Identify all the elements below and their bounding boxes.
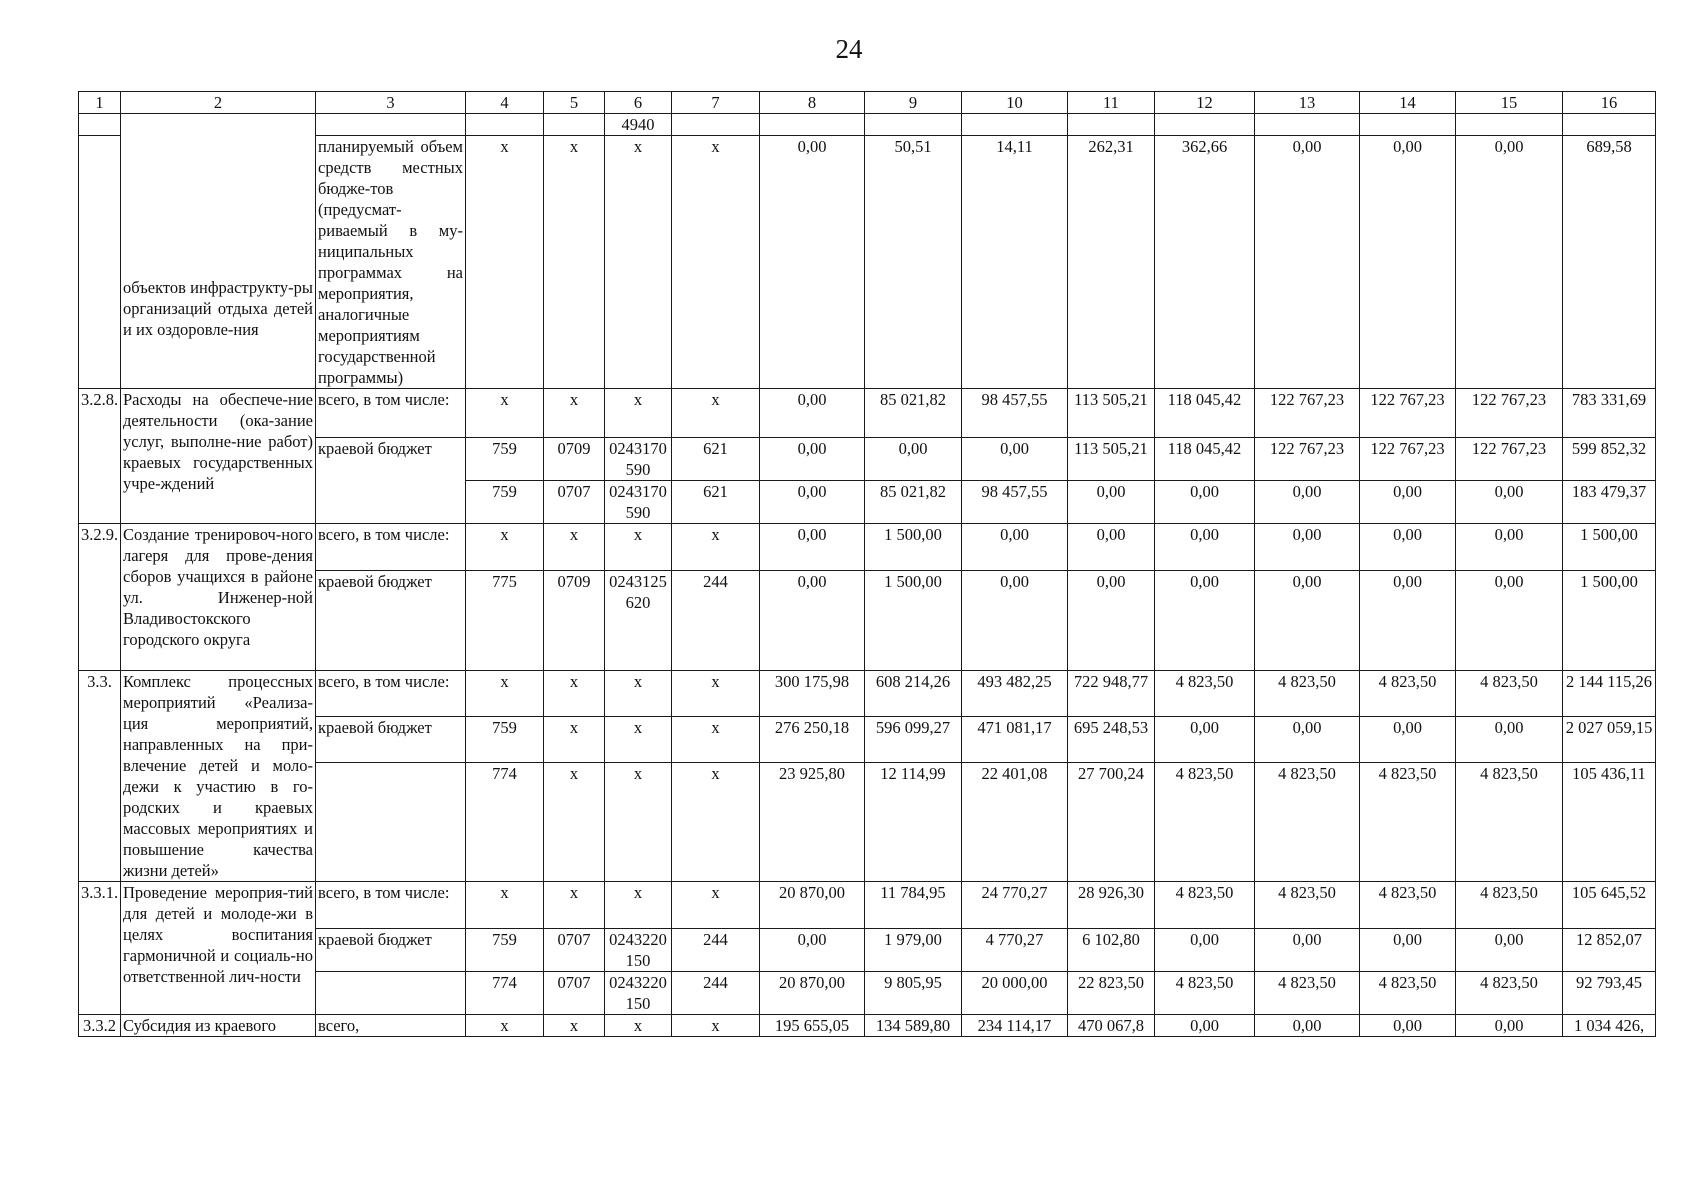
- value-cell: х: [605, 136, 672, 389]
- value-cell: 0,00: [1456, 571, 1563, 671]
- funding-source-cell: краевой бюджет: [316, 438, 466, 524]
- budget-table: [78, 91, 1656, 1037]
- value-cell: 4 823,50: [1360, 972, 1456, 1015]
- index-cell: 3.3.2: [79, 1015, 121, 1037]
- value-cell: 122 767,23: [1360, 438, 1456, 481]
- value-cell: 105 645,52: [1563, 882, 1656, 929]
- value-cell: 4 823,50: [1360, 882, 1456, 929]
- value-cell: 0,00: [1068, 571, 1155, 671]
- value-cell: х: [544, 136, 605, 389]
- value-cell: 0,00: [1456, 1015, 1563, 1037]
- value-cell: х: [672, 524, 760, 571]
- value-cell: 244: [672, 929, 760, 972]
- value-cell: 122 767,23: [1255, 389, 1360, 438]
- index-cell: 3.2.8.: [79, 389, 121, 524]
- value-cell: 122 767,23: [1360, 389, 1456, 438]
- table-row: [79, 716, 1656, 762]
- code-cell: 4940: [605, 114, 672, 136]
- index-cell: 3.2.9.: [79, 524, 121, 671]
- funding-source-cell: краевой бюджет: [316, 716, 466, 762]
- value-cell: 300 175,98: [760, 671, 865, 717]
- table-row: [79, 524, 1656, 571]
- index-cell: 3.3.1.: [79, 882, 121, 1015]
- value-cell: 1 979,00: [865, 929, 962, 972]
- value-cell: х: [605, 762, 672, 881]
- value-cell: 0,00: [1456, 481, 1563, 524]
- funding-source-cell: всего, в том числе:: [316, 671, 466, 717]
- value-cell: 122 767,23: [1456, 438, 1563, 481]
- funding-source-cell: краевой бюджет: [316, 929, 466, 972]
- value-cell: 276 250,18: [760, 716, 865, 762]
- value-cell: 0,00: [1155, 1015, 1255, 1037]
- table-row: [79, 136, 1656, 389]
- value-cell: 759: [466, 438, 544, 481]
- value-cell: х: [605, 716, 672, 762]
- column-number-2: 2: [121, 92, 316, 114]
- value-cell: 122 767,23: [1255, 438, 1360, 481]
- column-number-16: 16: [1563, 92, 1656, 114]
- column-number-13: 13: [1255, 92, 1360, 114]
- value-cell: 0,00: [1360, 716, 1456, 762]
- value-cell: 493 482,25: [962, 671, 1068, 717]
- value-cell: 113 505,21: [1068, 438, 1155, 481]
- value-cell: 24 770,27: [962, 882, 1068, 929]
- value-cell: 0243170590: [605, 481, 672, 524]
- table-row: [79, 1015, 1656, 1037]
- value-cell: 4 770,27: [962, 929, 1068, 972]
- value-cell: 608 214,26: [865, 671, 962, 717]
- value-cell: 4 823,50: [1360, 762, 1456, 881]
- value-cell: х: [672, 882, 760, 929]
- item-name-cell: Проведение мероприя-тий для детей и молоде-жи в целях воспитания гармоничной и социаль-но ответственной лич-ности: [121, 882, 316, 1015]
- column-number-6: 6: [605, 92, 672, 114]
- value-cell: 1 500,00: [1563, 524, 1656, 571]
- value-cell: 722 948,77: [1068, 671, 1155, 717]
- value-cell: х: [605, 1015, 672, 1037]
- value-cell: х: [672, 671, 760, 717]
- value-cell: х: [605, 882, 672, 929]
- value-cell: 0,00: [1456, 136, 1563, 389]
- column-number-row: [79, 92, 1656, 114]
- table-row: [79, 762, 1656, 881]
- value-cell: 470 067,8: [1068, 1015, 1155, 1037]
- value-cell: 621: [672, 481, 760, 524]
- value-cell: 105 436,11: [1563, 762, 1656, 881]
- table-row: [79, 114, 1656, 136]
- value-cell: 0243220150: [605, 929, 672, 972]
- value-cell: 11 784,95: [865, 882, 962, 929]
- value-cell: х: [466, 136, 544, 389]
- value-cell: 50,51: [865, 136, 962, 389]
- value-cell: 0709: [544, 438, 605, 481]
- value-cell: 0,00: [760, 438, 865, 481]
- value-cell: 783 331,69: [1563, 389, 1656, 438]
- value-cell: х: [672, 716, 760, 762]
- column-number-5: 5: [544, 92, 605, 114]
- value-cell: х: [605, 524, 672, 571]
- value-cell: 599 852,32: [1563, 438, 1656, 481]
- value-cell: 20 000,00: [962, 972, 1068, 1015]
- value-cell: 621: [672, 438, 760, 481]
- value-cell: 0,00: [1456, 716, 1563, 762]
- value-cell: 0707: [544, 481, 605, 524]
- value-cell: 759: [466, 481, 544, 524]
- value-cell: 0,00: [1255, 1015, 1360, 1037]
- funding-source-cell: всего, в том числе:: [316, 882, 466, 929]
- value-cell: х: [672, 136, 760, 389]
- value-cell: 4 823,50: [1456, 762, 1563, 881]
- column-number-1: 1: [79, 92, 121, 114]
- value-cell: 0,00: [760, 929, 865, 972]
- value-cell: 0,00: [962, 524, 1068, 571]
- value-cell: 4 823,50: [1155, 671, 1255, 717]
- value-cell: 23 925,80: [760, 762, 865, 881]
- value-cell: 12 852,07: [1563, 929, 1656, 972]
- funding-source-cell: планируемый объем средств местных бюдже-тов (предусмат-риваемый в му-ниципальных программах на мероприятия, аналогичные мероприятиям государственной программы): [316, 136, 466, 389]
- value-cell: 0,00: [1155, 481, 1255, 524]
- value-cell: 28 926,30: [1068, 882, 1155, 929]
- value-cell: 0707: [544, 929, 605, 972]
- value-cell: х: [544, 671, 605, 717]
- value-cell: 0,00: [1456, 929, 1563, 972]
- value-cell: х: [466, 882, 544, 929]
- value-cell: 0,00: [1155, 571, 1255, 671]
- value-cell: 4 823,50: [1255, 882, 1360, 929]
- value-cell: х: [544, 524, 605, 571]
- value-cell: х: [466, 524, 544, 571]
- value-cell: 0,00: [760, 524, 865, 571]
- value-cell: 774: [466, 972, 544, 1015]
- value-cell: 775: [466, 571, 544, 671]
- value-cell: 6 102,80: [1068, 929, 1155, 972]
- value-cell: 0,00: [1255, 136, 1360, 389]
- value-cell: 1 500,00: [865, 571, 962, 671]
- value-cell: х: [544, 882, 605, 929]
- value-cell: 1 500,00: [865, 524, 962, 571]
- value-cell: 27 700,24: [1068, 762, 1155, 881]
- value-cell: 774: [466, 762, 544, 881]
- value-cell: 20 870,00: [760, 972, 865, 1015]
- item-name-cell: Субсидия из краевого: [121, 1015, 316, 1037]
- value-cell: х: [605, 389, 672, 438]
- column-number-3: 3: [316, 92, 466, 114]
- table-row: [79, 438, 1656, 481]
- value-cell: 118 045,42: [1155, 438, 1255, 481]
- value-cell: х: [672, 1015, 760, 1037]
- column-number-11: 11: [1068, 92, 1155, 114]
- page-number: 24: [835, 34, 863, 64]
- funding-source-cell: всего,: [316, 1015, 466, 1037]
- funding-source-cell: всего, в том числе:: [316, 524, 466, 571]
- column-number-9: 9: [865, 92, 962, 114]
- value-cell: 0,00: [1255, 929, 1360, 972]
- value-cell: 9 805,95: [865, 972, 962, 1015]
- value-cell: х: [466, 671, 544, 717]
- value-cell: 262,31: [1068, 136, 1155, 389]
- value-cell: 759: [466, 929, 544, 972]
- value-cell: 2 144 115,26: [1563, 671, 1656, 717]
- value-cell: х: [544, 716, 605, 762]
- value-cell: 20 870,00: [760, 882, 865, 929]
- value-cell: 0,00: [1360, 1015, 1456, 1037]
- value-cell: 0,00: [1360, 929, 1456, 972]
- value-cell: 4 823,50: [1360, 671, 1456, 717]
- value-cell: 0,00: [1255, 716, 1360, 762]
- table-row: [79, 571, 1656, 671]
- value-cell: 0709: [544, 571, 605, 671]
- value-cell: 0,00: [1155, 716, 1255, 762]
- value-cell: 244: [672, 571, 760, 671]
- value-cell: 471 081,17: [962, 716, 1068, 762]
- value-cell: 0,00: [865, 438, 962, 481]
- item-name-cell: Комплекс процессных мероприятий «Реализа-ция мероприятий, направленных на при-влечение детей и моло-дежи к участию в го-родских и краевых массовых мероприятиях и повышение качества жизни детей»: [121, 671, 316, 882]
- table-row: [79, 882, 1656, 929]
- value-cell: 0,00: [1155, 929, 1255, 972]
- value-cell: 1 500,00: [1563, 571, 1656, 671]
- value-cell: 0,00: [962, 438, 1068, 481]
- value-cell: 0,00: [760, 571, 865, 671]
- value-cell: 234 114,17: [962, 1015, 1068, 1037]
- value-cell: х: [466, 1015, 544, 1037]
- value-cell: 0,00: [1155, 524, 1255, 571]
- funding-source-cell: всего, в том числе:: [316, 389, 466, 438]
- value-cell: 0243125620: [605, 571, 672, 671]
- column-number-8: 8: [760, 92, 865, 114]
- item-name-cell: Расходы на обеспече-ние деятельности (ока-зание услуг, выполне-ние работ) краевых государственных учре-ждений: [121, 389, 316, 524]
- value-cell: 134 589,80: [865, 1015, 962, 1037]
- value-cell: х: [544, 762, 605, 881]
- value-cell: 0243220150: [605, 972, 672, 1015]
- value-cell: 1 034 426,: [1563, 1015, 1656, 1037]
- value-cell: 183 479,37: [1563, 481, 1656, 524]
- table-row: [79, 972, 1656, 1015]
- value-cell: 4 823,50: [1155, 762, 1255, 881]
- value-cell: 0243170590: [605, 438, 672, 481]
- value-cell: 4 823,50: [1155, 882, 1255, 929]
- value-cell: 92 793,45: [1563, 972, 1656, 1015]
- value-cell: 0,00: [760, 136, 865, 389]
- value-cell: 4 823,50: [1155, 972, 1255, 1015]
- value-cell: х: [672, 762, 760, 881]
- value-cell: 85 021,82: [865, 481, 962, 524]
- value-cell: 0,00: [1255, 571, 1360, 671]
- value-cell: 0,00: [1255, 524, 1360, 571]
- value-cell: 0,00: [760, 481, 865, 524]
- value-cell: 0,00: [1068, 481, 1155, 524]
- value-cell: 4 823,50: [1456, 671, 1563, 717]
- table-row: [79, 671, 1656, 717]
- value-cell: 0,00: [1360, 481, 1456, 524]
- index-cell: 3.3.: [79, 671, 121, 882]
- value-cell: х: [466, 389, 544, 438]
- value-cell: 118 045,42: [1155, 389, 1255, 438]
- value-cell: 98 457,55: [962, 481, 1068, 524]
- value-cell: 596 099,27: [865, 716, 962, 762]
- value-cell: 22 401,08: [962, 762, 1068, 881]
- item-name-cell: объектов инфраструкту-ры организаций отдыха детей и их оздоровле-ния: [121, 114, 316, 389]
- value-cell: х: [605, 671, 672, 717]
- value-cell: 22 823,50: [1068, 972, 1155, 1015]
- value-cell: 85 021,82: [865, 389, 962, 438]
- value-cell: 195 655,05: [760, 1015, 865, 1037]
- value-cell: х: [544, 1015, 605, 1037]
- value-cell: 12 114,99: [865, 762, 962, 881]
- index-cell: [79, 114, 121, 136]
- value-cell: 759: [466, 716, 544, 762]
- value-cell: 14,11: [962, 136, 1068, 389]
- column-number-14: 14: [1360, 92, 1456, 114]
- value-cell: 244: [672, 972, 760, 1015]
- value-cell: 4 823,50: [1456, 972, 1563, 1015]
- column-number-15: 15: [1456, 92, 1563, 114]
- value-cell: 0,00: [962, 571, 1068, 671]
- value-cell: х: [544, 389, 605, 438]
- value-cell: 122 767,23: [1456, 389, 1563, 438]
- funding-source-cell: краевой бюджет: [316, 571, 466, 671]
- column-number-4: 4: [466, 92, 544, 114]
- value-cell: 4 823,50: [1255, 671, 1360, 717]
- value-cell: 113 505,21: [1068, 389, 1155, 438]
- item-name-cell: Создание тренировоч-ного лагеря для прове-дения сборов учащихся в районе ул. Инженер-ной Владивостокского городского округа: [121, 524, 316, 671]
- value-cell: 0707: [544, 972, 605, 1015]
- value-cell: 4 823,50: [1255, 762, 1360, 881]
- value-cell: 2 027 059,15: [1563, 716, 1656, 762]
- value-cell: 0,00: [1456, 524, 1563, 571]
- value-cell: 0,00: [1360, 571, 1456, 671]
- value-cell: 695 248,53: [1068, 716, 1155, 762]
- value-cell: 4 823,50: [1255, 972, 1360, 1015]
- table-row: [79, 929, 1656, 972]
- value-cell: 0,00: [1360, 136, 1456, 389]
- value-cell: 689,58: [1563, 136, 1656, 389]
- column-number-10: 10: [962, 92, 1068, 114]
- column-number-12: 12: [1155, 92, 1255, 114]
- table-row: [79, 389, 1656, 438]
- value-cell: 0,00: [1068, 524, 1155, 571]
- column-number-7: 7: [672, 92, 760, 114]
- value-cell: 98 457,55: [962, 389, 1068, 438]
- value-cell: 0,00: [1255, 481, 1360, 524]
- value-cell: 0,00: [1360, 524, 1456, 571]
- value-cell: 0,00: [760, 389, 865, 438]
- value-cell: 362,66: [1155, 136, 1255, 389]
- value-cell: 4 823,50: [1456, 882, 1563, 929]
- value-cell: х: [672, 389, 760, 438]
